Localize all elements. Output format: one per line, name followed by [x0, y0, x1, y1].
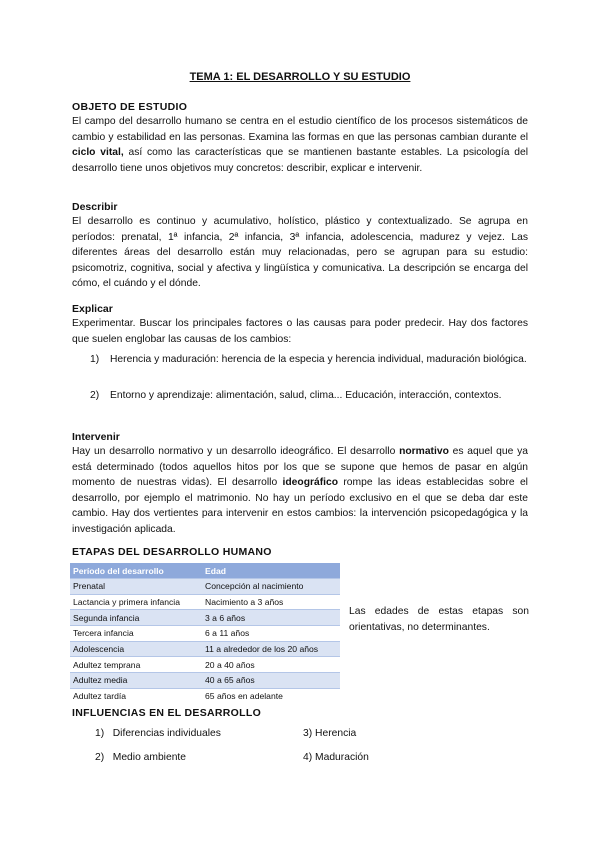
page-title: TEMA 1: EL DESARROLLO Y SU ESTUDIO — [189, 71, 411, 83]
influence-item: 3) Herencia — [303, 728, 357, 739]
heading-etapas: ETAPAS DEL DESARROLLO HUMANO — [72, 546, 272, 558]
column-header-period: Período del desarrollo — [70, 563, 202, 579]
influence-item: 4) Maduración — [303, 752, 369, 763]
heading-objeto: OBJETO DE ESTUDIO — [72, 101, 188, 113]
list-item-explicar-2: 2) Entorno y aprendizaje: alimentación, salud, clima... Educación, interacción, contextos. — [90, 390, 502, 401]
paragraph-intervenir: Hay un desarrollo normativo y un desarrollo ideográfico. El desarrollo normativo es aquel que ya está determinado (todos aquellos hitos por los que se supone que hemos de pasar en algún momento de nuestras vidas). El desarrollo ideográfico rompe las ideas establecidas sobre el desarrollo, por ejemplo el matrimonio. No hay un período exclusivo en el que se deba dar este cambio. Hay dos vertientes para intervenir en estos cambios: la intervención psicopedagógica y la investigación aplicada. — [72, 446, 528, 535]
bold-ideografico: ideográfico — [282, 477, 339, 488]
heading-influencias: INFLUENCIAS EN EL DESARROLLO — [72, 707, 262, 719]
table-row: Tercera infancia 6 a 11 años — [70, 626, 340, 642]
paragraph-explicar: Experimentar. Buscar los principales factores o las causas para poder predecir. Hay dos factores que suelen englobar las causas de los cambios: — [72, 318, 528, 345]
table-row: Adultez temprana 20 a 40 años — [70, 657, 340, 673]
bold-normativo: normativo — [399, 446, 449, 457]
stages-table — [70, 563, 340, 704]
heading-intervenir: Intervenir — [72, 431, 120, 443]
heading-describir: Describir — [72, 201, 118, 213]
paragraph-describir: El desarrollo es continuo y acumulativo, holístico, plástico y contextualizado. Se agrupa en períodos: prenatal, 1ª infancia, 2ª infancia, 3ª infancia, adolescencia, madurez y vejez. Las diferentes áreas del desarrollo están muy relacionadas, pero se agrupan para su estudio: psicomotriz, cognitiva, social y afectiva y lingüística y comunicativa. La descripción se encarga del cómo, el cuándo y el dónde. — [72, 216, 528, 289]
table-row: Adolescencia 11 a alrededor de los 20 años — [70, 641, 340, 657]
influence-item: 2) Medio ambiente — [95, 752, 187, 763]
table-row: Prenatal Concepción al nacimiento — [70, 579, 340, 595]
stages-note: Las edades de estas etapas son orientativas, no determinantes. — [349, 606, 529, 633]
table-row: Adultez tardía 65 años en adelante — [70, 688, 340, 703]
table-row: Segunda infancia 3 a 6 años — [70, 610, 340, 626]
bold-ciclo-vital: ciclo vital, — [72, 147, 124, 158]
column-header-age: Edad — [202, 563, 340, 579]
table-row: Lactancia y primera infancia Nacimiento a 3 años — [70, 594, 340, 610]
table-row: Adultez media 40 a 65 años — [70, 673, 340, 689]
heading-explicar: Explicar — [72, 303, 113, 315]
influence-item: 1) Diferencias individuales — [95, 728, 221, 739]
list-item-explicar-1: 1) Herencia y maduración: herencia de la especia y herencia individual, maduración biológica. — [90, 354, 527, 365]
table-header-row — [70, 563, 340, 579]
paragraph-objeto: El campo del desarrollo humano se centra en el estudio científico de los procesos sistemáticos de cambio y estabilidad en las personas. Examina las formas en que las personas cambian durante el ciclo vital, así como las características que se mantienen bastante estables. La psicología del desarrollo tiene unos objetivos muy concretos: describir, explicar e intervenir. — [72, 116, 528, 174]
